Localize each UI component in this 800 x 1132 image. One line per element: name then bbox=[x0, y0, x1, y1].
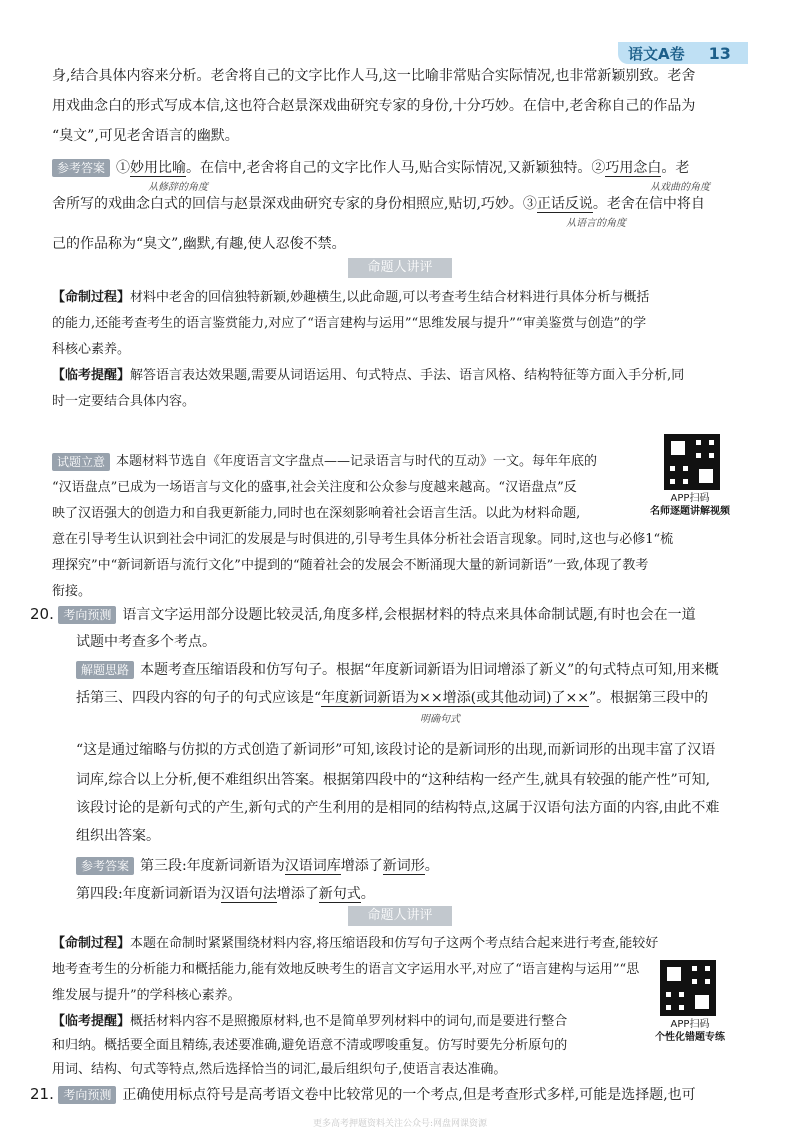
comment-line: 用词、结构、句式等特点,然后选择恰当的词汇,最后组织句子,使语言表达准确。 bbox=[52, 1062, 507, 1077]
key-point: 汉语句法 bbox=[220, 886, 277, 902]
qr-code-icon[interactable] bbox=[660, 960, 716, 1016]
question-line: 21. 考向预测 正确使用标点符号是高考语文卷中比较常见的一个考点,但是考查形式多样,可能是选择题,也可 bbox=[30, 1085, 696, 1103]
analysis-line: 词库,综合以上分析,便不难组织出答案。根据第四段中的“这种结构一经产生,就具有较强的能产性”可知, bbox=[76, 772, 711, 788]
answer-badge: 参考答案 bbox=[52, 159, 110, 177]
key-point: 新句式 bbox=[318, 886, 361, 902]
page-header-tag bbox=[618, 42, 748, 64]
answer-line: 第四段:年度新词新语为汉语句法增添了新句式。 bbox=[76, 886, 375, 902]
comment-line: 和归纳。概括要全面且精练,表述要准确,避免语意不清或啰唆重复。仿写时要先分析原句的 bbox=[52, 1038, 568, 1053]
answer-line: 参考答案 第三段:年度新词新语为汉语词库增添了新词形。 bbox=[76, 856, 439, 876]
comment-line: 【临考提醒】概括材料内容不是照搬原材料,也不是简单罗列材料中的词句,而是要进行整合 bbox=[52, 1014, 568, 1029]
section-banner: 命题人讲评 bbox=[348, 258, 452, 278]
text-line: 身,结合具体内容来分析。老舍将自己的文字比作人马,这一比喻非常贴合实际情况,也非常新颖别致。老舍 bbox=[52, 68, 696, 84]
qr-caption: APP扫码 个性化错题专练 bbox=[655, 1019, 725, 1043]
comment-line: 【临考提醒】解答语言表达效果题,需要从词语运用、句式特点、手法、语言风格、结构特征等方面入手分析,同 bbox=[52, 368, 685, 383]
text-line: “臭文”,可见老舍语言的幽默。 bbox=[52, 128, 239, 144]
section-banner: 命题人讲评 bbox=[348, 906, 452, 926]
page-number: 13 bbox=[708, 43, 731, 63]
question-badge: 考向预测 bbox=[58, 1086, 116, 1104]
answer-line: 参考答案 ①妙用比喻。在信中,老舍将自己的文字比作人马,贴合实际情况,又新颖独特。②巧用念白。老 bbox=[52, 158, 689, 178]
answer-line: 舍所写的戏曲念白式的回信与赵景深戏曲研究专家的身份相照应,贴切,巧妙。③正话反说。老舍在信中将自 bbox=[52, 196, 705, 212]
comment-line: 【命制过程】材料中老舍的回信独特新颖,妙趣横生,以此命题,可以考查考生结合材料进行具体分析与概括 bbox=[52, 290, 650, 305]
intro-line: 意在引导考生认识到社会中词汇的发展是与时俱进的,引导考生具体分析社会语言现象。同时,这也与必修1“梳 bbox=[52, 532, 674, 547]
answer-badge: 参考答案 bbox=[76, 857, 134, 875]
intro-line: “汉语盘点”已成为一场语言与文化的盛事,社会关注度和公众参与度越来越高。“汉语盘点”反 bbox=[52, 480, 577, 495]
key-point: 汉语词库 bbox=[284, 858, 341, 874]
handwritten-note: 从语言的角度 bbox=[566, 218, 626, 229]
key-point: 正话反说 bbox=[536, 196, 593, 212]
comment-line: 【命制过程】本题在命制时紧紧围绕材料内容,将压缩语段和仿写句子这两个考点结合起来进行考查,能较好 bbox=[52, 936, 659, 951]
footer-watermark: 更多高考押题资料关注公众号:网盘网课资源 bbox=[312, 1119, 488, 1129]
comment-line: 的能力,还能考查考生的语言鉴赏能力,对应了“语言建构与运用”“思维发展与提升”“审美鉴赏与创造”的学 bbox=[52, 316, 647, 331]
handwritten-note: 明确句式 bbox=[420, 714, 460, 725]
handwritten-note: 从修辞的角度 bbox=[148, 182, 208, 193]
text-line: 用戏曲念白的形式写成本信,这也符合赵景深戏曲研究专家的身份,十分巧妙。在信中,老舍称自己的作品为 bbox=[52, 98, 696, 114]
intro-line: 衔接。 bbox=[52, 584, 92, 599]
comment-line: 维发展与提升”的学科核心素养。 bbox=[52, 988, 241, 1003]
analysis-line: 组织出答案。 bbox=[76, 828, 160, 844]
intro-badge: 试题立意 bbox=[52, 453, 110, 471]
comment-line: 科核心素养。 bbox=[52, 342, 131, 357]
intro-line: 试题立意 本题材料节选自《年度语言文字盘点——记录语言与时代的互动》一文。每年年底的 bbox=[52, 452, 597, 472]
key-point: 妙用比喻 bbox=[130, 160, 187, 176]
analysis-line: 括第三、四段内容的句子的句式应该是“年度新词新语为××增添(或其他动词)了××”。根据第三段中的 bbox=[76, 690, 709, 706]
handwritten-note: 从戏曲的角度 bbox=[650, 182, 710, 193]
key-point: 年度新词新语为××增添(或其他动词)了×× bbox=[321, 690, 590, 706]
qr-caption: APP扫码 名师逐题讲解视频 bbox=[650, 493, 730, 517]
analysis-badge: 解题思路 bbox=[76, 661, 134, 679]
analysis-line: 该段讨论的是新句式的产生,新句式的产生利用的是相同的结构特点,这属于汉语句法方面的内容,由此不难 bbox=[76, 800, 720, 816]
comment-line: 时一定要结合具体内容。 bbox=[52, 394, 196, 409]
intro-line: 映了汉语强大的创造力和自我更新能力,同时也在深刻影响着社会语言生活。以此为材料命题, bbox=[52, 506, 581, 521]
question-line: 20. 考向预测 语言文字运用部分设题比较灵活,角度多样,会根据材料的特点来具体命制试题,有时也会在一道 bbox=[30, 605, 696, 623]
comment-line: 地考查考生的分析能力和概括能力,能有效地反映考生的语言文字运用水平,对应了“语言建构与运用”“思 bbox=[52, 962, 640, 977]
intro-line: 理探究”中“新词新语与流行文化”中提到的“随着社会的发展会不断涌现大量的新词新语”一致,体现了教考 bbox=[52, 558, 649, 573]
question-line: 试题中考查多个考点。 bbox=[76, 634, 216, 650]
answer-line: 己的作品称为“臭文”,幽默,有趣,使人忍俊不禁。 bbox=[52, 236, 346, 252]
key-point: 巧用念白 bbox=[605, 160, 662, 176]
question-badge: 考向预测 bbox=[58, 606, 116, 624]
analysis-line: 解题思路 本题考查压缩语段和仿写句子。根据“年度新词新语为旧词增添了新义”的句式特点可知,用来概 bbox=[76, 660, 719, 680]
subject-label: 语文A卷 bbox=[628, 44, 685, 63]
qr-code-icon[interactable] bbox=[664, 434, 720, 490]
analysis-line: “这是通过缩略与仿拟的方式创造了新词形”可知,该段讨论的是新词形的出现,而新词形的出现丰富了汉语 bbox=[76, 742, 716, 758]
key-point: 新词形 bbox=[382, 858, 425, 874]
